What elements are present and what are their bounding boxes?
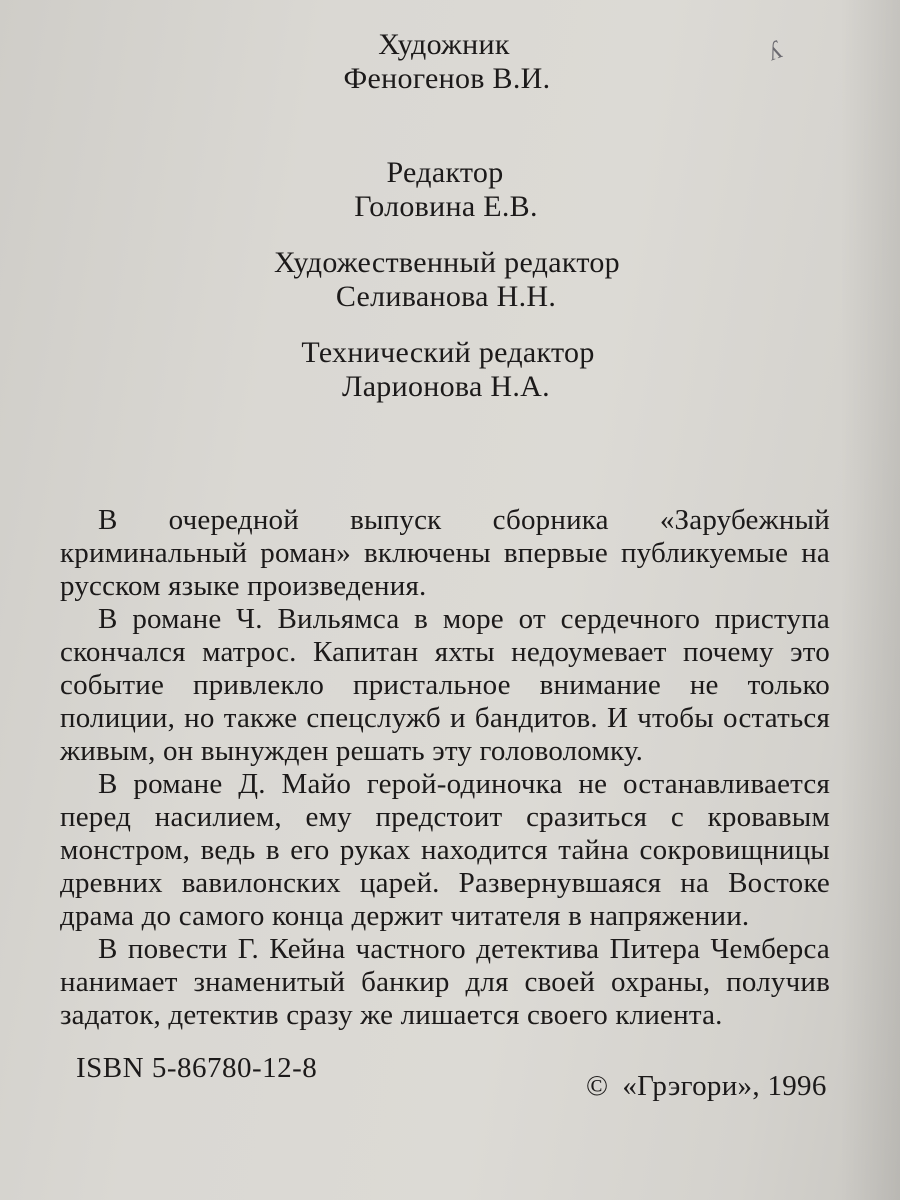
credit-role: Редактор [386, 156, 504, 189]
credit-role: Художник [378, 28, 510, 61]
credit-person: Селиванова Н.Н. [335, 280, 557, 313]
isbn-number: ISBN 5-86780-12-8 [76, 1052, 318, 1084]
credit-art-editor [0, 246, 900, 314]
book-annotation [60, 504, 830, 1032]
credit-role: Художественный редактор [274, 246, 620, 279]
copyright-symbol: © [586, 1070, 609, 1102]
credit-technical-editor [0, 336, 900, 404]
credit-person: Ларионова Н.А. [342, 370, 550, 403]
credit-artist [0, 28, 900, 96]
credit-person: Феногенов В.И. [343, 62, 551, 95]
copyright-text: «Грэгори», 1996 [622, 1070, 827, 1102]
annotation-paragraph: В очередной выпуск сборника «Зарубежный криминальный роман» включены впервые публикуемые на русском языке произведения. [60, 504, 830, 602]
annotation-paragraph: В романе Ч. Вильямса в море от сердечного приступа скончался матрос. Капитан яхты недоумевает почему это событие привлекло пристальное внимание не только полиции, но также спецслужб и бандитов. И чтобы остаться живым, он вынужден решать эту головоломку. [60, 603, 830, 767]
annotation-paragraph: В романе Д. Майо герой-одиночка не останавливается перед насилием, ему предстоит сразиться с кровавым монстром, ведь в его руках находится тайна сокровищницы древних вавилонских царей. Развернувшаяся на Востоке драма до самого конца держит читателя в напряжении. [60, 768, 830, 932]
copyright-notice [586, 1070, 827, 1103]
credit-editor [0, 156, 900, 224]
annotation-paragraph: В повести Г. Кейна частного детектива Питера Чемберса нанимает знаменитый банкир для своей охраны, получив задаток, детектив сразу же лишается своего клиента. [60, 933, 830, 1031]
credit-person: Головина Е.В. [354, 190, 538, 223]
pencil-tick-mark: ʎ [763, 34, 786, 67]
credit-role: Технический редактор [301, 336, 595, 369]
